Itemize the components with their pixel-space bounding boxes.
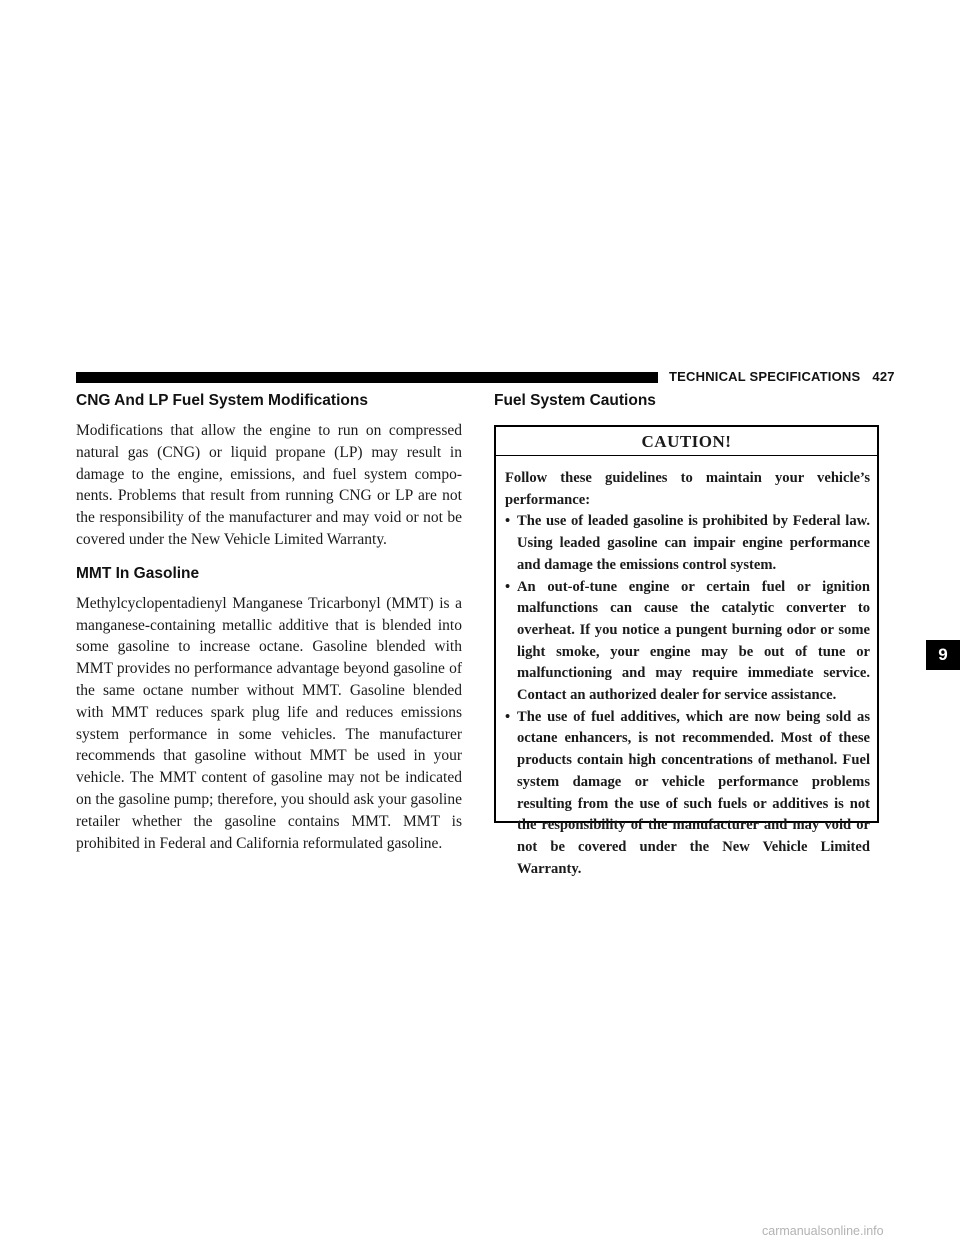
bullet-icon: •: [505, 578, 511, 595]
chapter-tab: 9: [926, 640, 960, 670]
caution-bullet-item: [505, 707, 870, 881]
caution-bullet-text: An out-of-tune engine or certain fuel or ignition malfunctions can cause the catalytic converter to overheat. If you notice a pungent burning odor or some light smoke, your engine may be out of tune or malfunctioning and may require immediate service. Contact an authorized dealer for service assistance.: [517, 578, 870, 704]
watermark: carmanualsonline.info: [762, 1224, 884, 1238]
caution-bullet-item: [505, 511, 870, 576]
caution-bullet-text: The use of leaded gasoline is prohibited by Federal law. Using leaded gasoline can impair engine performance and damage the emissions control system.: [517, 513, 870, 573]
bullet-icon: •: [505, 513, 511, 530]
header-rule: [76, 372, 658, 383]
right-column: [494, 392, 882, 420]
page-number: 427: [872, 369, 895, 384]
cng-lp-heading: CNG And LP Fuel System Modifications: [76, 392, 368, 409]
caution-bullet-text: The use of fuel additives, which are now being sold as octane enhancers, is not recommended. Most of these products contain high concentrations of methanol. Fuel system damage or vehicle performance problems resulting from the use of such fuels or additives is not the responsibility of the manufacturer and may void or not be covered under the New Vehicle Limited Warranty.: [517, 708, 870, 877]
caution-bullet-item: [505, 577, 870, 707]
mmt-heading: MMT In Gasoline: [76, 564, 200, 582]
caution-box: [494, 425, 879, 877]
caution-bullet-list: [505, 511, 870, 880]
caution-body: [496, 456, 877, 880]
cng-lp-paragraph: Modifications that allow the engine to run on compressed natural gas (CNG) or liquid propane (LP) may result in damage to the engine, emissions, and fuel system components. Problems that result from running CNG or LP are not the responsibility of the manufacturer and may void or not be covered under the New Vehicle Limited Warranty.: [76, 422, 462, 548]
caution-title: CAUTION!: [641, 432, 732, 451]
mmt-paragraph: Methylcyclopentadienyl Manganese Tricarbonyl (MMT) is a manganese-containing metallic additive that is blended into some gasoline to increase octane. Gasoline blended with MMT provides no performance advantage beyond gasoline of the same octane number without MMT. Gasoline blended with MMT reduces spark plug life and reduces emissions system performance in some vehicles. The manufacturer recommends that gasoline without MMT be used in your vehicle. The MMT content of gasoline may not be indicated on the gasoline pump; therefore, you should ask your gasoline retailer whether the gasoline contains MMT. MMT is prohibited in Federal and California reformulated gasoline.: [76, 594, 462, 852]
section-title: TECHNICAL SPECIFICATIONS: [669, 369, 861, 384]
running-header: [669, 369, 895, 384]
left-column: [76, 392, 462, 854]
fuel-system-cautions-heading: Fuel System Cautions: [494, 392, 656, 409]
caution-intro: Follow these guidelines to maintain your vehicle’s performance:: [505, 470, 870, 508]
bullet-icon: •: [505, 708, 511, 725]
